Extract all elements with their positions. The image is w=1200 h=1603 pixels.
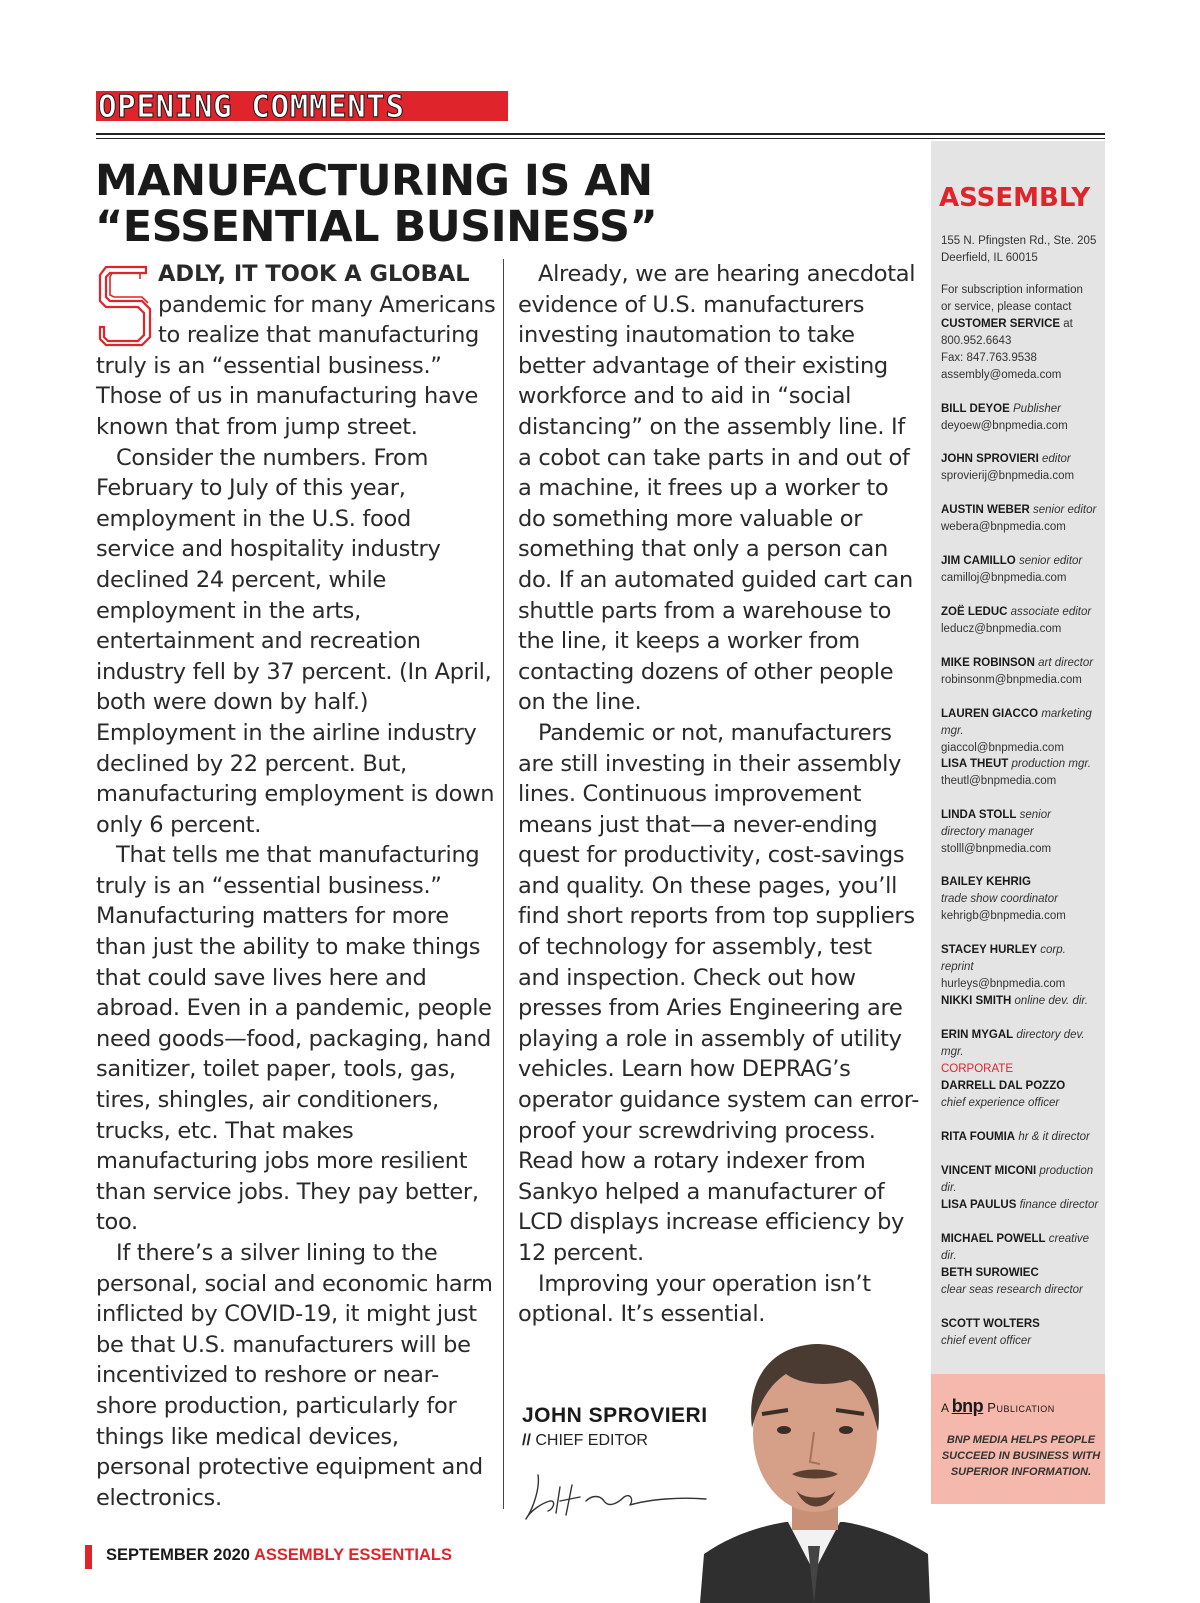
article-column-2 — [518, 259, 920, 1330]
headline-line-2: “ESSENTIAL BUSINESS” — [95, 202, 658, 252]
staff-email: leducz@bnpmedia.com — [941, 623, 1062, 635]
subscription-line: or service, please contact — [941, 301, 1072, 313]
publisher-line: A bnp Publication — [941, 1396, 1055, 1416]
footer-accent-bar — [85, 1545, 92, 1569]
masthead-address — [941, 233, 1101, 267]
staff-entry: MIKE ROBINSON art director robinsonm@bnpmedia.com — [941, 655, 1101, 689]
corporate-entry: BETH SUROWIEC clear seas research director — [941, 1267, 1083, 1296]
subscription-info — [941, 282, 1101, 384]
staff-email: deyoew@bnpmedia.com — [941, 420, 1068, 432]
staff-email: webera@bnpmedia.com — [941, 521, 1066, 533]
masthead-title: ASSEMBLY — [939, 183, 1091, 213]
author-name: JOHN SPROVIERI — [522, 1404, 708, 1427]
staff-entry: AUSTIN WEBER senior editor webera@bnpmedia.com — [941, 502, 1101, 536]
staff-email: kehrigb@bnpmedia.com — [941, 910, 1066, 922]
corporate-label: CORPORATE — [941, 1063, 1013, 1075]
bnp-logo: bnp — [951, 1396, 984, 1416]
service-email: assembly@omeda.com — [941, 369, 1062, 381]
staff-email: robinsonm@bnpmedia.com — [941, 674, 1082, 686]
customer-service-line: CUSTOMER SERVICE at — [941, 318, 1073, 330]
fax-number: Fax: 847.763.9538 — [941, 352, 1037, 364]
staff-entry: BILL DEYOE Publisher deyoew@bnpmedia.com — [941, 401, 1101, 435]
footer-publication: ASSEMBLY ESSENTIALS — [253, 1546, 453, 1564]
paragraph: That tells me that manufacturing truly is an “essential business.” Manufacturing matters for more than just the ability to make things that could save lives here and abroad. Even in a pandemic, people need goods—food, packaging, hand sanitizer, toilet paper, tools, gas, tires, shingles, air conditioners, trucks, etc. That makes manufacturing jobs more resilient than service jobs. They pay better, too. — [96, 842, 492, 1236]
staff-email: hurleys@bnpmedia.com — [941, 978, 1066, 990]
paragraph: Consider the numbers. From February to July of this year, employment in the U.S. food service and hospitality industry declined 24 percent, while employment in the arts, entertainment and recreation industry fell by 37 percent. (In April, both were down by half.) Employment in the airline industry declined by 22 percent. But, manufacturing employment is down only 6 percent. — [96, 444, 495, 838]
paragraph: Already, we are hearing anecdotal evidence of U.S. manufacturers investing inautomation to take better advantage of their existing workforce and to aid in “social distancing” on the assembly line. If a cobot can take parts in and out of a machine, it frees up a worker to do something more valuable or something that only a person can do. If an automated guided cart can shuttle parts from a warehouse to the line, it keeps a worker from contacting dozens of other people on the line. — [518, 261, 916, 716]
staff-email: stolll@bnpmedia.com — [941, 843, 1052, 855]
column-divider — [503, 259, 504, 1509]
subscription-line: For subscription information — [941, 284, 1083, 296]
staff-email: sprovierij@bnpmedia.com — [941, 470, 1075, 482]
staff-entry: JIM CAMILLO senior editor camilloj@bnpmedia.com — [941, 553, 1101, 587]
corporate-entry: MICHAEL POWELL creative dir. — [941, 1233, 1090, 1262]
corporate-entry: SCOTT WOLTERS chief event officer — [941, 1318, 1040, 1347]
corporate-entry: VINCENT MICONI production dir. — [941, 1165, 1094, 1194]
page-title — [95, 158, 915, 250]
staff-entry: ERIN MYGAL directory dev. mgr. — [941, 1029, 1085, 1058]
staff-entry: JOHN SPROVIERI editor sprovierij@bnpmedia.com — [941, 451, 1101, 485]
staff-entry: NIKKI SMITH online dev. dir. — [941, 995, 1088, 1007]
lead-in: ADLY, IT TOOK A GLOBAL — [158, 261, 470, 287]
staff-entry: LISA THEUT production mgr. theutl@bnpmedia.com — [941, 756, 1101, 790]
paragraph: Pandemic or not, manufacturers are still investing in their assembly lines. Continuous improvement means just that—a never-ending quest for productivity, cost-savings and quality. On these pages, you’ll find short reports from top suppliers of technology for assembly, test and inspection. Check out how presses from Aries Engineering are playing a role in assembly of utility vehicles. Learn how DEPRAG’s operator guidance system can error-proof your screwdriving process. Read how a rotary indexer from Sankyo helped a manufacturer of LCD displays increase efficiency by 12 percent. — [518, 719, 920, 1266]
headline-line-1: MANUFACTURING IS AN — [95, 156, 653, 206]
author-role — [522, 1432, 648, 1450]
article-column-1 — [96, 259, 496, 1513]
section-kicker — [96, 89, 508, 125]
staff-entry: LAUREN GIACCO marketing mgr. giaccol@bnpmedia.com — [941, 706, 1101, 757]
role-text: CHIEF EDITOR — [535, 1432, 648, 1449]
staff-email: giaccol@bnpmedia.com — [941, 742, 1064, 754]
paragraph: If there’s a silver lining to the personal, social and economic harm inflicted by COVID-19, it might just be that U.S. manufacturers will be incentivized to reshore or near-shore production, particularly for things like medical devices, personal protective equipment and electronics. — [96, 1240, 493, 1511]
address-line: 155 N. Pfingsten Rd., Ste. 205 — [941, 235, 1097, 247]
author-portrait-icon — [700, 1340, 930, 1603]
header-rule-thin — [96, 138, 1105, 139]
address-line: Deerfield, IL 60015 — [941, 252, 1038, 264]
paragraph: pandemic for many Americans to realize that manufacturing truly is an “essential business.” Those of us in manufacturing have known that from jump street. — [96, 291, 496, 440]
staff-entry: ZOË LEDUC associate editor leducz@bnpmedia.com — [941, 604, 1101, 638]
dropcap-s-icon — [96, 263, 154, 347]
header-rule — [96, 133, 1105, 135]
staff-email: camilloj@bnpmedia.com — [941, 572, 1067, 584]
kicker-text: OPENING COMMENTS — [98, 89, 405, 125]
paragraph: Improving your operation isn’t optional. It’s essential. — [518, 1270, 871, 1328]
publisher-tagline: BNP MEDIA HELPS PEOPLE SUCCEED IN BUSINESS WITH SUPERIOR INFORMATION. — [941, 1434, 1101, 1478]
footer-date: SEPTEMBER 2020 — [106, 1546, 254, 1564]
page-footer — [106, 1546, 452, 1565]
staff-entry: BAILEY KEHRIG trade show coordinator kehrigb@bnpmedia.com — [941, 874, 1101, 925]
staff-entry: LINDA STOLL senior directory manager stolll@bnpmedia.com — [941, 807, 1101, 858]
corporate-entry: CORPORATE DARRELL DAL POZZO chief experience officer — [941, 1061, 1101, 1112]
staff-email: theutl@bnpmedia.com — [941, 775, 1057, 787]
staff-entry: STACEY HURLEY corp. reprint hurleys@bnpmedia.com — [941, 942, 1101, 993]
role-slash: // — [522, 1432, 531, 1449]
phone-number: 800.952.6643 — [941, 335, 1012, 347]
corporate-entry: LISA PAULUS finance director — [941, 1199, 1099, 1211]
corporate-entry: RITA FOUMIA hr & it director — [941, 1131, 1090, 1143]
signature-icon — [520, 1467, 710, 1527]
